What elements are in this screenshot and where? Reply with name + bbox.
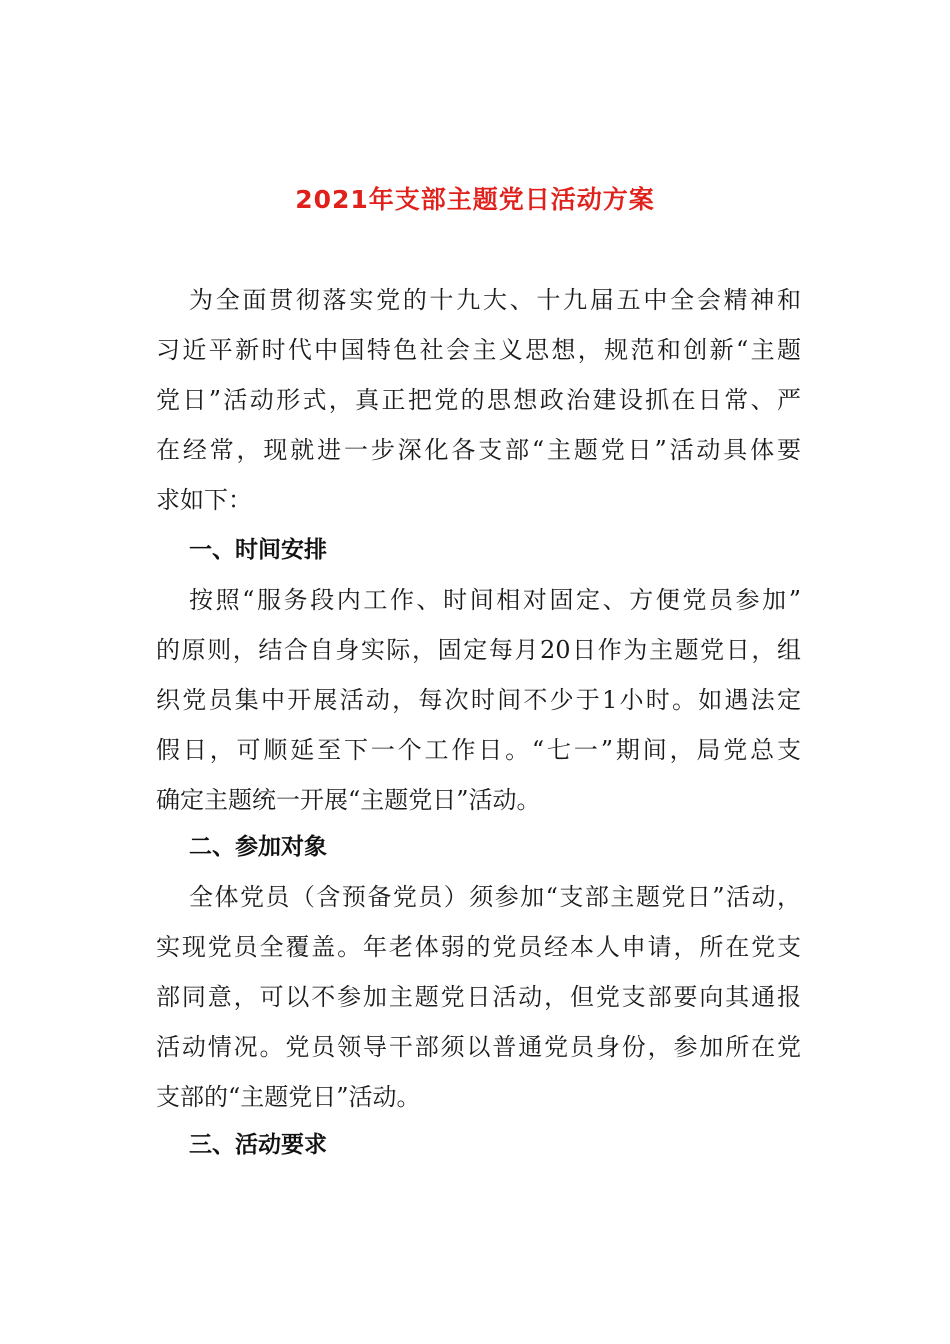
paragraph-line: 全体党员（含预备党员）须参加“支部主题党日”活动， — [189, 883, 801, 911]
section-participants — [156, 822, 801, 1122]
document-title: 2021年支部主题党日活动方案 — [295, 185, 655, 214]
paragraph-line: 的原则，结合自身实际，固定每月20日作为主题党日，组 — [156, 636, 801, 664]
section-heading: 一、时间安排 — [189, 537, 327, 563]
paragraph-line: 织党员集中开展活动，每次时间不少于1小时。如遇法定 — [156, 686, 801, 714]
paragraph-line: 实现党员全覆盖。年老体弱的党员经本人申请，所在党支 — [156, 933, 801, 961]
paragraph-line: 为全面贯彻落实党的十九大、十九届五中全会精神和 — [189, 286, 801, 314]
paragraph-line: 党日”活动形式，真正把党的思想政治建设抓在日常、严 — [156, 386, 801, 414]
section-heading: 三、活动要求 — [189, 1132, 327, 1158]
paragraph-line: 活动情况。党员领导干部须以普通党员身份，参加所在党 — [156, 1033, 801, 1061]
section-requirements — [156, 1120, 801, 1170]
paragraph-line: 部同意，可以不参加主题党日活动，但党支部要向其通报 — [156, 983, 801, 1011]
section-heading: 二、参加对象 — [189, 834, 327, 860]
section-time — [156, 525, 801, 825]
paragraph-line: 求如下： — [156, 486, 252, 514]
paragraph-line: 习近平新时代中国特色社会主义思想，规范和创新“主题 — [156, 336, 801, 364]
paragraph-line: 确定主题统一开展“主题党日”活动。 — [156, 786, 541, 814]
paragraph-line: 假日，可顺延至下一个工作日。“七一”期间，局党总支 — [156, 736, 801, 764]
intro-paragraph — [156, 275, 801, 525]
paragraph-line: 在经常，现就进一步深化各支部“主题党日”活动具体要 — [156, 436, 801, 464]
paragraph-line: 支部的“主题党日”活动。 — [156, 1083, 421, 1111]
paragraph-line: 按照“服务段内工作、时间相对固定、方便党员参加” — [189, 586, 801, 614]
